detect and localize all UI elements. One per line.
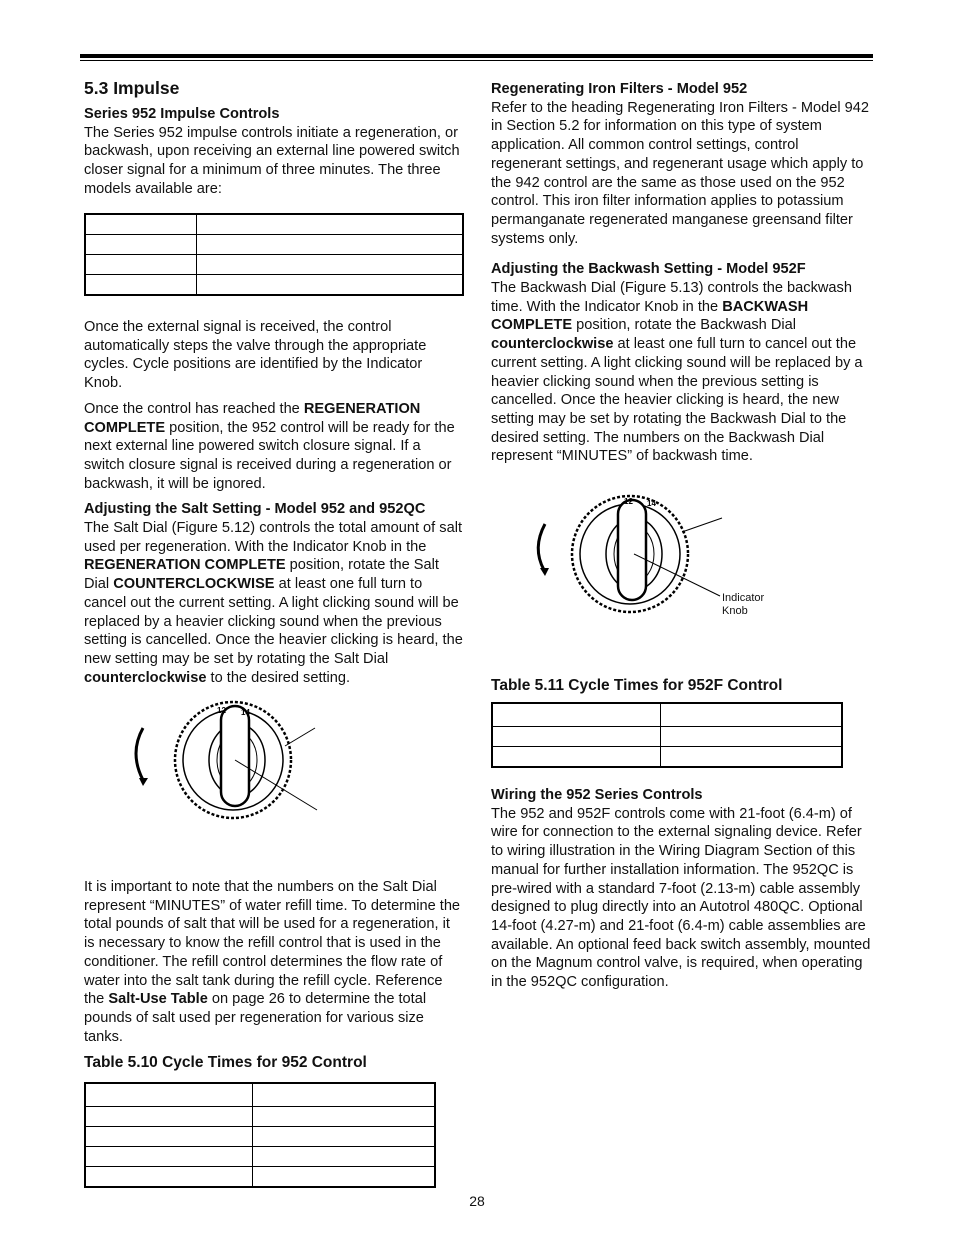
subheading-salt-setting: Adjusting the Salt Setting - Model 952 and 952QC <box>84 501 426 518</box>
left-column-bottom <box>84 878 464 1080</box>
salt-dial-figure <box>125 698 335 828</box>
paragraph-intro: The Series 952 impulse controls initiate a regeneration, or backwash, upon receiving an external line powered switch closer signal for a minimum of three minutes. The three models available are: <box>84 124 460 197</box>
leader-line <box>682 518 722 532</box>
counterclockwise-arrow-icon <box>136 728 143 780</box>
table-caption-952: Table 5.10 Cycle Times for 952 Control <box>84 1054 367 1072</box>
table-row <box>85 235 463 255</box>
dial-number-14: 14 <box>647 499 656 508</box>
dial-number-14: 14 <box>241 708 250 717</box>
page-number: 28 <box>469 1193 485 1209</box>
section-heading: 5.3 Impulse <box>84 78 180 98</box>
arrow-head-icon <box>540 568 549 576</box>
subheading-impulse-controls: Series 952 Impulse Controls <box>84 106 280 122</box>
left-column-mid <box>84 318 464 694</box>
table-row <box>85 1147 435 1167</box>
arrow-head-icon <box>139 778 148 786</box>
table-row <box>85 1083 435 1107</box>
indicator-knob-label: Indicator Knob <box>722 592 765 617</box>
paragraph-salt-dial: The Salt Dial (Figure 5.12) controls the total amount of salt used per regeneration. With the Indicator Knob in the REGENERATION COMPLETE position, rotate the Salt Dial COUNTERCLOCKWISE at least one full turn to cancel out the current setting. A light clicking sound will be replaced by a heavier clicking sound when the previous setting is cancelled. Once the heavier clicking is heard, the new setting may be set by rotating the Salt Dial counterclockwise to the desired setting. <box>84 520 463 686</box>
table-row <box>492 703 842 727</box>
table-row <box>85 255 463 275</box>
dial-number-12: 12 <box>624 497 633 506</box>
counterclockwise-arrow-icon <box>538 524 545 570</box>
dial-number-12: 12 <box>217 706 226 715</box>
indicator-knob <box>221 706 249 806</box>
header-rule-thin <box>80 60 873 61</box>
table-row <box>85 1167 435 1188</box>
models-table <box>84 213 464 296</box>
right-column-bottom <box>491 786 871 999</box>
right-caption <box>491 677 871 703</box>
indicator-knob <box>618 500 646 600</box>
table-row <box>492 727 842 747</box>
paragraph-backwash: The Backwash Dial (Figure 5.13) controls the backwash time. With the Indicator Knob in the BACKWASH COMPLETE position, rotate the Backwash Dial counterclockwise at least one full turn to cancel out the current setting. A light clicking sound will be replaced by a heavier clicking sound when the previous setting is cancelled. Once the heavier clicking is heard, the new setting may be set by rotating the Backwash Dial to the desired setting. The numbers on the Backwash Dial represent “MINUTES” of backwash time. <box>491 280 863 465</box>
backwash-dial-figure <box>530 492 730 622</box>
table-row <box>85 1127 435 1147</box>
header-rule <box>80 54 873 58</box>
paragraph-iron-filters: Refer to the heading Regenerating Iron Filters - Model 942 in Section 5.2 for information on this type of system application. All common control settings, control regenerant settings, and regenerant usage which apply to the 942 control are the same as those used on the 952 control. This iron filter information applies to potassium permanganate regenerated manganese greensand filter systems only. <box>491 99 870 247</box>
cycle-times-952-table <box>84 1082 436 1188</box>
leader-line <box>285 728 315 746</box>
paragraph-wiring: The 952 and 952F controls come with 21-foot (6.4-m) of wire for connection to the external signaling device. Refer to wiring illustration in the Wiring Diagram Section of this manual for further installation information. The 952QC is pre-wired with a standard 7-foot (2.13-m) cable assembly designed to plug directly into an Autotrol 480QC. Optional 14-foot (4.27-m) and 21-foot (6.4-m) cable assemblies are available. An optional feed back switch assembly, mounted on the Magnum control valve, is required, when operating in the 952QC configuration. <box>491 805 871 991</box>
left-column <box>84 78 464 206</box>
table-row <box>85 1107 435 1127</box>
right-column <box>491 80 871 473</box>
subheading-wiring: Wiring the 952 Series Controls <box>491 787 703 803</box>
cycle-times-952f-table <box>491 702 843 768</box>
table-row <box>492 747 842 768</box>
subheading-backwash: Adjusting the Backwash Setting - Model 952F <box>491 261 806 278</box>
paragraph-salt-note: It is important to note that the numbers on the Salt Dial represent “MINUTES” of water refill time. To determine the total pounds of salt that will be used for a regeneration, it is necessary to know the refill control that is used in the conditioner. The refill control determines the flow rate of water into the salt tank during the refill cycle. Reference the Salt-Use Table on page 26 to determine the total pounds of salt used per regeneration for various size tanks. <box>84 879 461 1045</box>
table-row <box>85 275 463 296</box>
subheading-iron-filters: Regenerating Iron Filters - Model 952 <box>491 81 748 97</box>
paragraph-cycles: Once the external signal is received, the control automatically steps the valve through the appropriate cycles. Cycle positions are identified by the Indicator Knob. <box>84 319 427 392</box>
paragraph-regeneration: Once the control has reached the REGENERATION COMPLETE position, the 952 control will be ready for the next external line powered switch closure signal. If a switch closure signal is received during a regeneration or backwash, it will be ignored. <box>84 400 455 492</box>
table-row <box>85 214 463 235</box>
table-caption-952f: Table 5.11 Cycle Times for 952F Control <box>491 677 783 694</box>
